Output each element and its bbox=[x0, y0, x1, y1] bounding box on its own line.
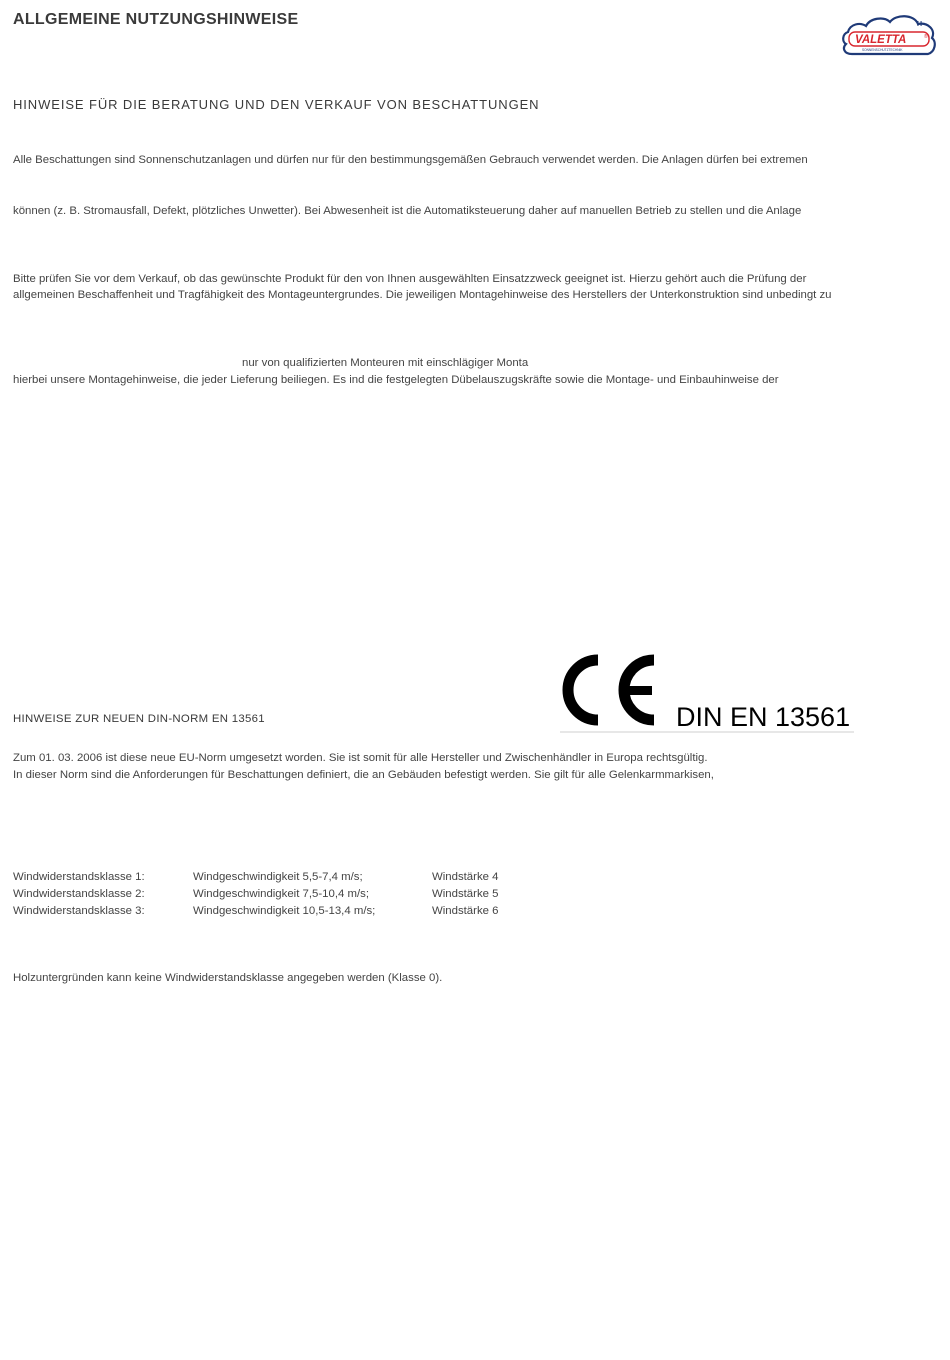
wind-strength-value: Windstärke 4 bbox=[432, 871, 499, 883]
paragraph-line: Alle Beschattungen sind Sonnenschutzanlagen und dürfen nur für den bestimmungsgemäßen Gebrauch verwendet werden. Die Anlagen dürfen bei extremen bbox=[13, 154, 808, 166]
logo-text: VALETTA bbox=[855, 34, 907, 46]
paragraph-line: hierbei unsere Montagehinweise, die jeder Lieferung beiliegen. Es ind die festgelegten Dübelauszugskräfte sowie die Montage- und Einbauhinweise der bbox=[13, 374, 779, 386]
paragraph-line: Holzuntergründen kann keine Windwiderstandsklasse angegeben werden (Klasse 0). bbox=[13, 972, 443, 984]
paragraph-line: Zum 01. 03. 2006 ist diese neue EU-Norm umgesetzt worden. Sie ist somit für alle Hersteller und Zwischenhändler in Europa rechtsgültig. bbox=[13, 752, 708, 764]
wind-class-label: Windwiderstandsklasse 2: bbox=[13, 888, 145, 900]
page-title: ALLGEMEINE NUTZUNGSHINWEISE bbox=[13, 11, 299, 28]
din-en-label: DIN EN 13561 bbox=[676, 702, 851, 732]
wind-speed-value: Windgeschwindigkeit 10,5-13,4 m/s; bbox=[193, 905, 376, 917]
logo-tagline: SONNENSCHUTZTECHNIK bbox=[862, 48, 903, 52]
wind-speed-value: Windgeschwindigkeit 5,5-7,4 m/s; bbox=[193, 871, 363, 883]
wind-strength-value: Windstärke 5 bbox=[432, 888, 499, 900]
paragraph-line: allgemeinen Beschaffenheit und Tragfähigkeit des Montageuntergrundes. Die jeweiligen Montagehinweise des Herstellers der Unterkonstruktion sind unbedingt zu bbox=[13, 289, 832, 301]
wind-class-label: Windwiderstandsklasse 3: bbox=[13, 905, 145, 917]
valetta-logo bbox=[840, 12, 938, 58]
logo-registered: ® bbox=[924, 34, 928, 40]
paragraph-line: Bitte prüfen Sie vor dem Verkauf, ob das gewünschte Produkt für den von Ihnen ausgewählten Einsatzzweck geeignet ist. Hierzu gehört auch die Prüfung der bbox=[13, 273, 807, 285]
ce-e-bar bbox=[624, 686, 652, 695]
paragraph-line: In dieser Norm sind die Anforderungen für Beschattungen definiert, die an Gebäuden befestigt werden. Sie gilt für alle Gelenkarmmarkisen, bbox=[13, 769, 714, 781]
section-heading-din-norm: HINWEISE ZUR NEUEN DIN-NORM EN 13561 bbox=[13, 713, 265, 725]
logo-mark: H bbox=[917, 21, 923, 28]
wind-class-label: Windwiderstandsklasse 1: bbox=[13, 871, 145, 883]
wind-strength-value: Windstärke 6 bbox=[432, 905, 499, 917]
wind-speed-value: Windgeschwindigkeit 7,5-10,4 m/s; bbox=[193, 888, 370, 900]
section-heading-beratung: HINWEISE FÜR DIE BERATUNG UND DEN VERKAUF VON BESCHATTUNGEN bbox=[13, 97, 540, 112]
paragraph-line: können (z. B. Stromausfall, Defekt, plötzliches Unwetter). Bei Abwesenheit ist die Automatiksteuerung daher auf manuellen Betrieb zu stellen und die Anlage bbox=[13, 205, 802, 217]
paragraph-line: nur von qualifizierten Monteuren mit einschlägiger Monta bbox=[242, 357, 529, 369]
ce-mark-figure bbox=[556, 652, 856, 736]
ce-c-letter bbox=[568, 660, 598, 720]
